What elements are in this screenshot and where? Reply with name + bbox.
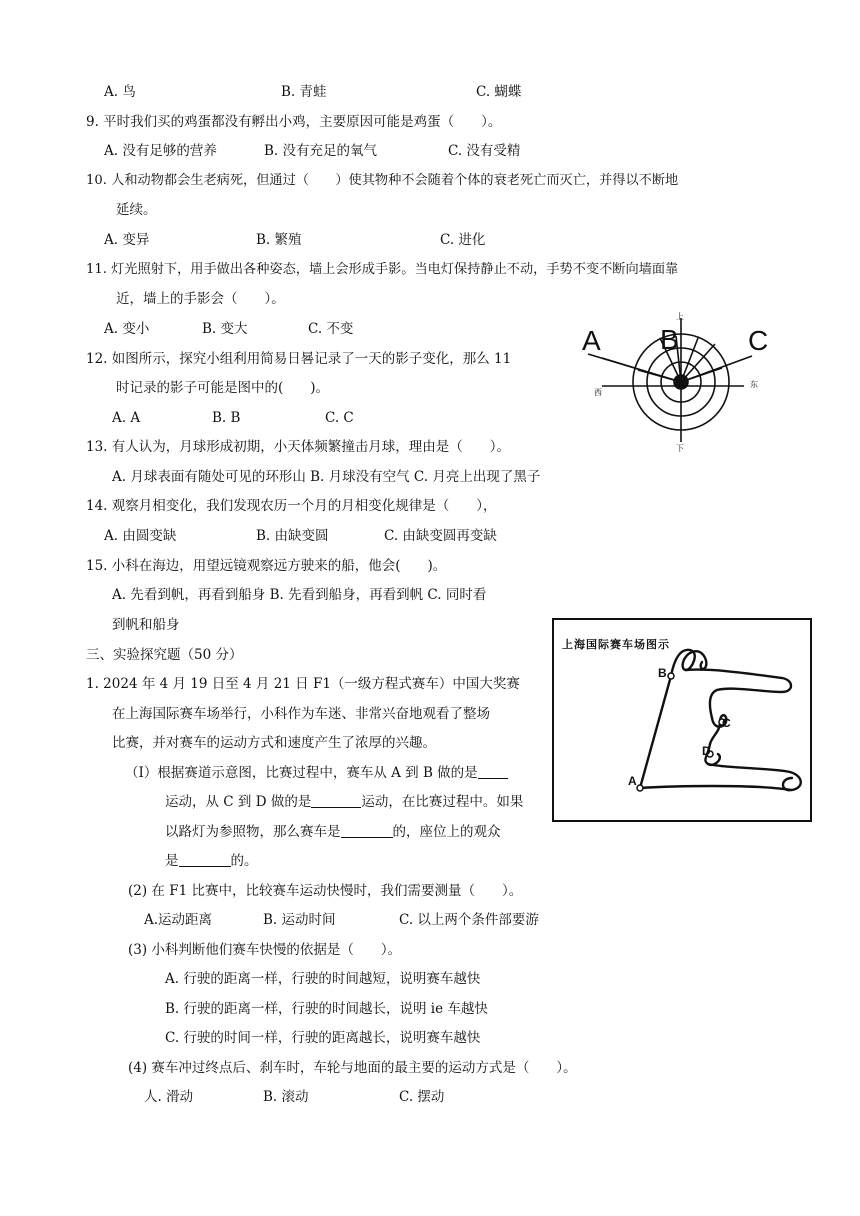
q9-option-c[interactable]: C. 没有受精 (448, 143, 521, 159)
sundial-label-a: A (582, 325, 601, 356)
q11-stem-line2: 近，墙上的手影会（ ）。 (116, 291, 285, 307)
q10-option-b[interactable]: B. 繁殖 (256, 232, 302, 248)
q15-options-line1[interactable]: A. 先看到帆，再看到船身 B. 先看到船身，再看到帆 C. 同时看 (112, 587, 487, 603)
sundial-label-bottom: 下 (676, 444, 684, 453)
e1-part1-line3: 以路灯为参照物，那么赛车是 的，座位上的观众 (165, 824, 501, 840)
q10-option-c[interactable]: C. 进化 (440, 232, 486, 248)
q14-option-c[interactable]: C. 由缺变圆再变缺 (384, 528, 497, 544)
q15-stem: 15. 小科在海边，用望远镜观察远方驶来的船，他会( )。 (86, 558, 447, 574)
e1-part3-stem: (3) 小科判断他们赛车快慢的依据是（ ）。 (128, 942, 402, 958)
q13-stem: 13. 有人认为，月球形成初期，小天体频繁撞击月球，理由是（ ）。 (86, 439, 511, 455)
e1-part3-option-c[interactable]: C. 行驶的时间一样，行驶的距离越长，说明赛车越快 (165, 1030, 481, 1046)
q8-option-a[interactable]: A. 鸟 (104, 84, 136, 100)
sundial-label-top: 上 (676, 312, 684, 321)
e1-stem-line3: 比赛，并对赛车的运动方式和速度产生了浓厚的兴趣。 (112, 735, 436, 751)
section3-title: 三、实验探究题（50 分） (86, 647, 243, 663)
q11-option-c[interactable]: C. 不变 (308, 321, 354, 337)
q11-option-b[interactable]: B. 变大 (202, 321, 248, 337)
sundial-label-b: B (660, 324, 679, 355)
sundial-label-c: C (748, 325, 769, 356)
e1-part2-option-b[interactable]: B. 运动时间 (263, 912, 336, 928)
e1-part1-line4: 是 的。 (165, 853, 258, 869)
q14-option-b[interactable]: B. 由缺变圆 (256, 528, 329, 544)
q10-option-a[interactable]: A. 变异 (104, 232, 150, 248)
q12-option-c[interactable]: C. C (325, 410, 354, 426)
e1-part4-option-c[interactable]: C. 摆动 (399, 1089, 445, 1105)
q11-option-a[interactable]: A. 变小 (104, 321, 150, 337)
track-label-a: A (628, 774, 637, 788)
blank-audience-state[interactable] (179, 852, 231, 867)
q10-stem-line1: 10. 人和动物都会生老病死，但通过（ ）使其物种不会随着个体的衰老死亡而灭亡，并得以不断地 (86, 173, 679, 188)
q10-stem-line2: 延续。 (116, 202, 157, 218)
q12-stem-line1: 12. 如图所示，探究小组利用简易日晷记录了一天的影子变化，那么 11 (86, 351, 512, 367)
q14-stem: 14. 观察月相变化，我们发现农历一个月的月相变化规律是（ ）， (86, 498, 497, 514)
e1-part4-stem: (4) 赛车冲过终点后、刹车时，车轮与地面的最主要的运动方式是（ ）。 (128, 1060, 577, 1076)
e1-stem-line1: 1. 2024 年 4 月 19 日至 4 月 21 日 F1（一级方程式赛车）中国大奖赛 (86, 676, 520, 692)
q9-option-b[interactable]: B. 没有充足的氧气 (264, 143, 378, 159)
q15-options-line2: 到帆和船身 (112, 617, 180, 633)
q9-option-a[interactable]: A. 没有足够的营养 (104, 143, 217, 159)
q12-option-b[interactable]: B. B (212, 410, 241, 426)
e1-part4-option-a[interactable]: 人. 滑动 (144, 1089, 194, 1105)
e1-part2-option-a[interactable]: A.运动距离 (144, 912, 213, 928)
q13-options[interactable]: A. 月球表面有随处可见的环形山 B. 月球没有空气 C. 月亮上出现了黑子 (112, 469, 541, 485)
e1-part2-option-c[interactable]: C. 以上两个条件部要游 (399, 912, 539, 928)
race-track-title: 上海国际赛车场图示 (562, 638, 670, 651)
q9-stem: 9. 平时我们买的鸡蛋都没有孵出小鸡，主要原因可能是鸡蛋（ ）。 (86, 114, 502, 130)
q8-option-c[interactable]: C. 蝴蝶 (476, 84, 522, 100)
blank-c-to-d[interactable] (311, 793, 361, 808)
blank-car-state[interactable] (341, 823, 393, 838)
e1-stem-line2: 在上海国际赛车场举行，小科作为车迷、非常兴奋地观看了整场 (112, 706, 490, 722)
q12-stem-line2: 时记录的影子可能是图中的( )。 (116, 380, 330, 396)
e1-part3-option-b[interactable]: B. 行驶的距离一样，行驶的时间越长，说明 ie 车越快 (165, 1001, 488, 1017)
q14-option-a[interactable]: A. 由圆变缺 (104, 528, 177, 544)
q8-option-b[interactable]: B. 青蛙 (281, 84, 327, 100)
track-label-d: D (702, 744, 711, 758)
track-label-b: B (658, 666, 667, 680)
e1-part1-line2: 运动，从 C 到 D 做的是 运动，在比赛过程中。如果 (165, 794, 524, 810)
race-track-figure (552, 618, 812, 822)
sundial-label-west: 西 (594, 388, 602, 397)
e1-part4-option-b[interactable]: B. 滚动 (263, 1089, 309, 1105)
q11-stem-line1: 11. 灯光照射下，用手做出各种姿态，墙上会形成手影。当电灯保持静止不动，手势不变不断向墙面靠 (86, 262, 679, 277)
blank-a-to-b[interactable] (478, 764, 508, 779)
q12-option-a[interactable]: A. A (112, 410, 141, 426)
track-label-c: C (722, 716, 731, 730)
e1-part2-stem: (2) 在 F1 比赛中，比较赛车运动快慢时，我们需要测量（ ）。 (128, 883, 523, 899)
e1-part3-option-a[interactable]: A. 行驶的距离一样，行驶的时间越短，说明赛车越快 (165, 971, 481, 987)
sundial-label-east: 东 (750, 380, 758, 389)
sundial-figure (580, 312, 780, 460)
e1-part1-line1: （Ⅰ）根据赛道示意图，比赛过程中，赛车从 A 到 B 做的是 (125, 764, 508, 782)
